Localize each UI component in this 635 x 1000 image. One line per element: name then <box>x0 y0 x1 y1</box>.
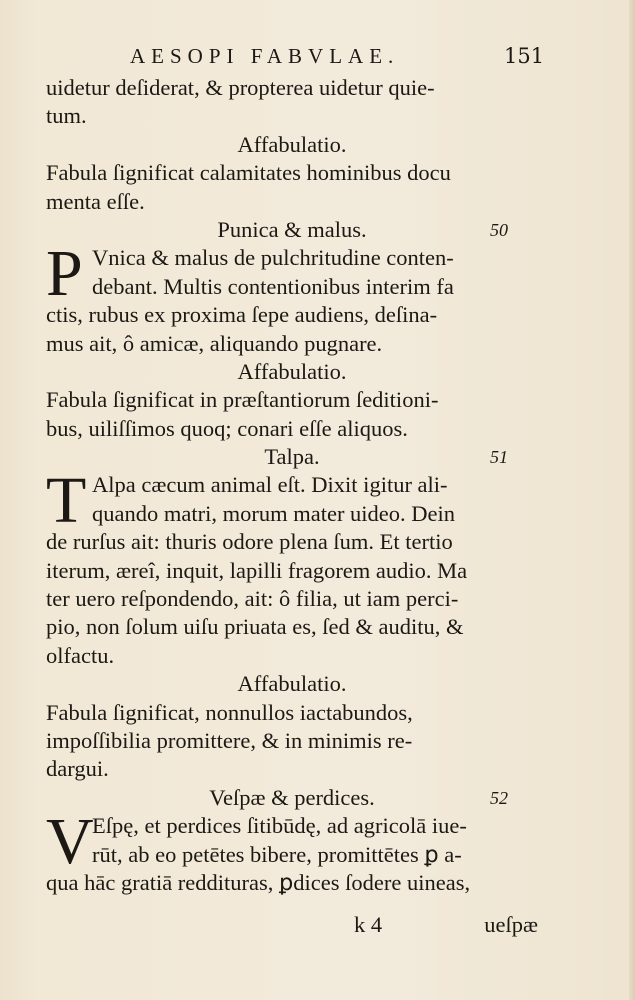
moral-line: impoſſibilia promittere, & in minimis re- <box>46 727 413 753</box>
text-line: quando matri, morum mater uideo. Dein <box>92 500 456 526</box>
fable-title-row <box>46 443 538 471</box>
text-line: mus ait, ô amicæ, aliquando pugnare. <box>46 330 383 356</box>
moral-line: dargui. <box>46 756 109 782</box>
fable-title: Punica & malus. <box>217 216 367 242</box>
text-line: qua hāc gratiā reddituras, ꝑdices ſodere uineas, <box>46 869 471 895</box>
fable-number: 50 <box>490 219 508 240</box>
fable-title: Veſpæ & perdices. <box>209 784 375 810</box>
fable-paragraph <box>46 805 538 879</box>
footer-line <box>46 912 538 942</box>
fable-paragraph <box>46 237 538 311</box>
moral-line: menta eſſe. <box>46 188 145 214</box>
running-head <box>130 44 560 76</box>
affabulatio-heading: Affabulatio. <box>237 671 347 697</box>
running-title: AESOPI FABVLAE. <box>130 44 400 68</box>
text-line: olfactu. <box>46 642 115 668</box>
text-line: pio, non ſolum uiſu priuata es, ſed & auditu, & <box>46 614 464 640</box>
folio-number: 151 <box>504 44 545 68</box>
fable-paragraph <box>46 464 538 538</box>
affabulatio-heading: Affabulatio. <box>237 131 347 157</box>
fable-number: 51 <box>490 447 508 468</box>
moral-line: Fabula ſignificat in præſtantiorum ſeditioni- <box>46 387 439 413</box>
drop-cap-initial: P <box>46 237 83 311</box>
text-line: ctis, rubus ex proxima ſepe audiens, deſina- <box>46 302 438 328</box>
text-line: Eſpę, et perdices ſitibūdę, ad agricolā iue- <box>92 813 467 839</box>
fable-title-row <box>46 216 538 244</box>
fable-title: Talpa. <box>264 444 320 470</box>
text-line: uidetur deſiderat, & propterea uidetur quie- <box>46 75 435 100</box>
text-line: tum. <box>46 103 87 129</box>
fable-title-row <box>46 784 538 812</box>
moral-line: Fabula ſignificat calamitates hominibus docu <box>46 160 451 186</box>
page-edge <box>629 0 635 1000</box>
fable-number: 52 <box>490 787 508 808</box>
affabulatio-heading: Affabulatio. <box>237 358 347 384</box>
catchword: ueſpæ <box>484 912 538 937</box>
text-block <box>46 74 538 897</box>
drop-cap-initial: T <box>46 464 87 538</box>
drop-cap-initial: V <box>46 805 94 879</box>
moral-line: bus, uiliſſimos quoq; conari eſſe aliquos. <box>46 415 408 441</box>
text-line: Alpa cæcum animal eſt. Dixit igitur ali- <box>92 472 448 498</box>
text-line: debant. Multis contentionibus interim fa <box>92 273 454 299</box>
text-line: ter uero reſpondendo, ait: ô filia, ut iam perci- <box>46 586 459 612</box>
text-line: iterum, æreî, inquit, lapilli fragorem audio. Ma <box>46 557 468 583</box>
text-line: Vnica & malus de pulchritudine conten- <box>92 245 454 271</box>
signature-mark: k 4 <box>354 912 383 937</box>
text-line: rūt, ab eo petētes bibere, promittētes ꝑ a- <box>92 841 462 867</box>
text-line: de rurſus ait: thuris odore plena ſum. Et tertio <box>46 529 453 555</box>
moral-line: Fabula ſignificat, nonnullos iactabundos, <box>46 699 413 725</box>
